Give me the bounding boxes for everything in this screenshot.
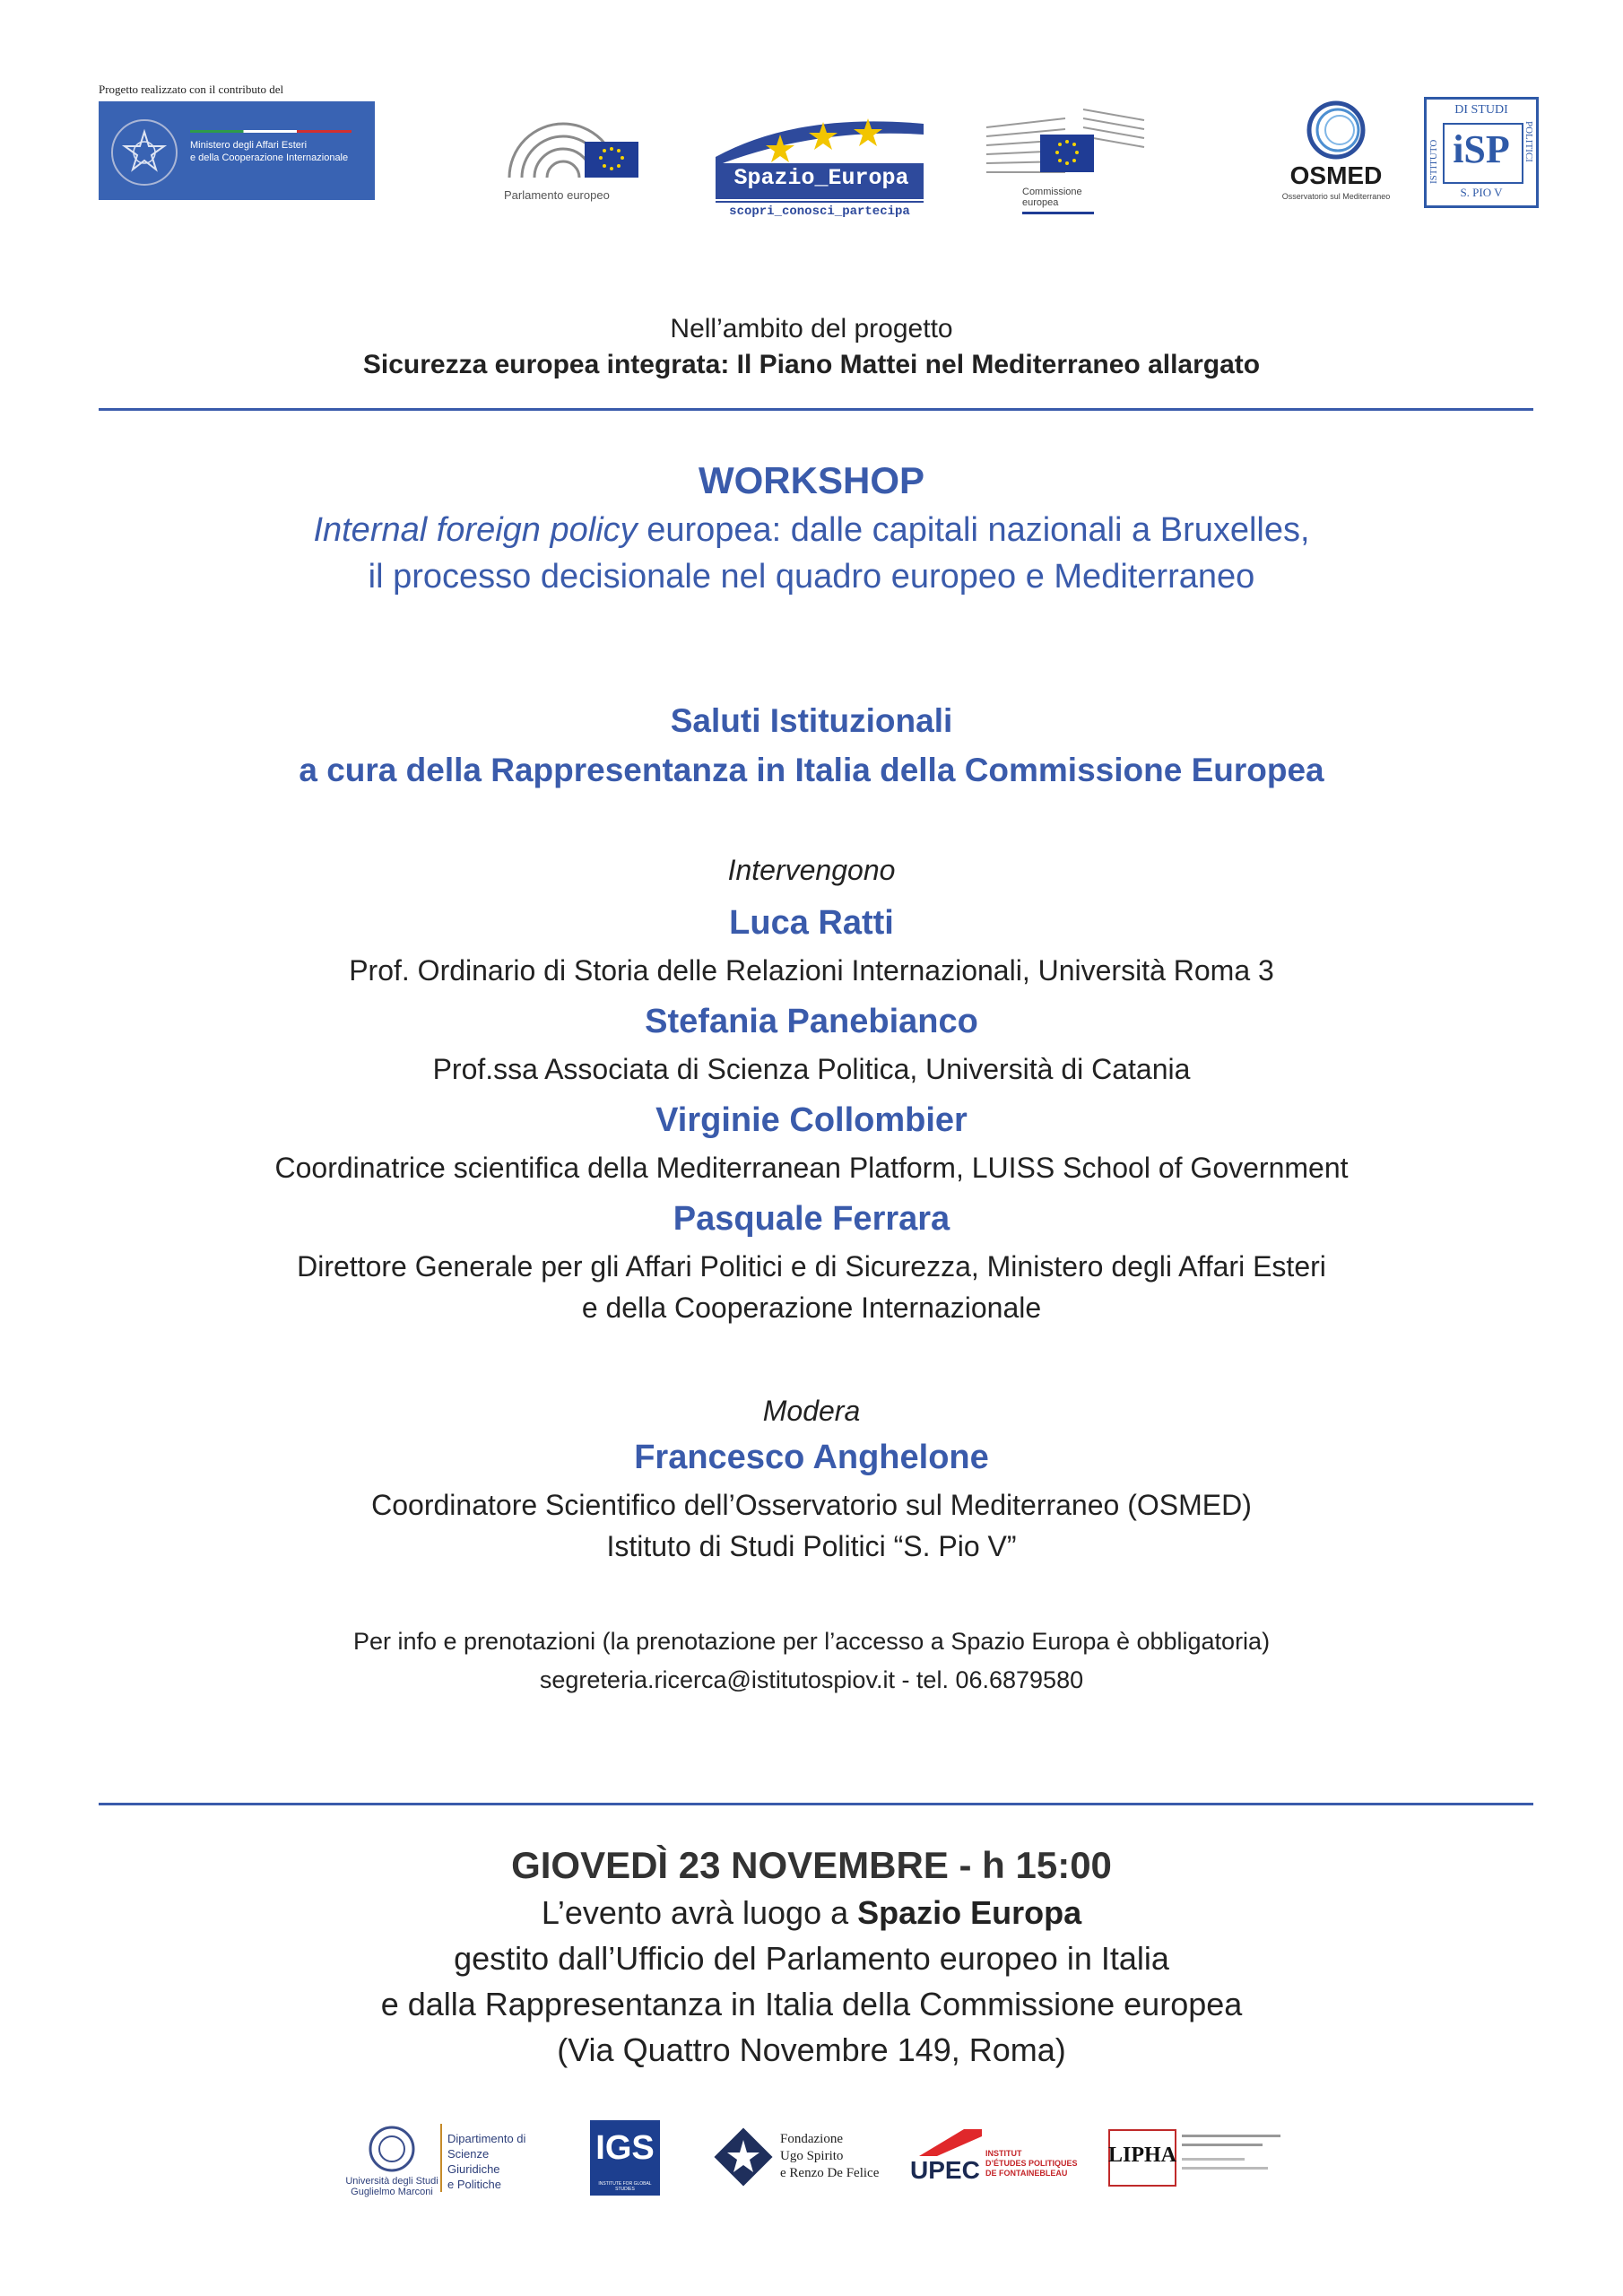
commissione-label-2: europea xyxy=(1022,197,1059,208)
isp-monogram: iSP xyxy=(1453,127,1510,171)
maeci-name-line1: Ministero degli Affari Esteri xyxy=(190,140,308,151)
dipartimento-3: e Politiche xyxy=(447,2178,501,2191)
isp-right-text: POLITICI xyxy=(1523,121,1534,162)
moderator-role-2: Istituto di Studi Politici “S. Pio V” xyxy=(606,1530,1017,1562)
speaker-name: Virginie Collombier xyxy=(655,1101,968,1139)
istituto-spiov-logo xyxy=(1424,97,1539,208)
upec-logo xyxy=(910,2117,1081,2197)
maeci-name-line2: e della Cooperazione Internazionale xyxy=(190,152,349,163)
modera-label: Modera xyxy=(762,1395,861,1427)
event-venue-line xyxy=(0,1894,1623,1932)
osmed-logo xyxy=(1273,99,1399,206)
marconi-university-logo xyxy=(345,2117,542,2197)
osmed-name: OSMED xyxy=(1289,161,1383,189)
speaker-role: Prof. Ordinario di Storia delle Relazioni Internazionali, Università Roma 3 xyxy=(349,954,1274,987)
event-venue-prefix: L’evento avrà luogo a xyxy=(541,1894,858,1931)
igs-sub: INSTITUTE FOR GLOBAL STUDIES xyxy=(598,2181,652,2192)
event-address: (Via Quattro Novembre 149, Roma) xyxy=(557,2031,1066,2068)
isp-top-text: DI STUDI xyxy=(1454,103,1508,117)
event-line-3: e dalla Rappresentanza in Italia della Commissione europea xyxy=(380,1986,1243,2022)
tricolor-stripe xyxy=(190,130,352,133)
osmed-subtitle: Osservatorio sul Mediterraneo xyxy=(1281,192,1391,201)
workshop-title-rest: europea: dalle capitali nazionali a Bruxelles, xyxy=(637,511,1310,549)
dipartimento-2: Scienze Giuridiche xyxy=(447,2147,500,2176)
parlamento-europeo-label: Parlamento europeo xyxy=(504,188,610,202)
igs-logo xyxy=(590,2120,660,2196)
speaker-name: Luca Ratti xyxy=(729,904,894,942)
maeci-logo xyxy=(99,101,375,200)
divider-top xyxy=(99,408,1533,411)
workshop-title-line1 xyxy=(0,511,1623,550)
moderator-name: Francesco Anghelone xyxy=(634,1439,989,1476)
speaker-role: Prof.ssa Associata di Scienza Politica, Università di Catania xyxy=(432,1053,1191,1085)
igs-name: IGS xyxy=(595,2129,655,2167)
marconi-uni-2: Guglielmo Marconi xyxy=(351,2187,433,2197)
commissione-label-1: Commissione xyxy=(1022,187,1082,197)
fondazione-line-1: Fondazione xyxy=(780,2132,843,2146)
upec-name: UPEC xyxy=(910,2156,980,2184)
speaker-name: Stefania Panebianco xyxy=(645,1003,978,1040)
italian-emblem-icon xyxy=(111,119,178,186)
maeci-caption: Progetto realizzato con il contributo del xyxy=(99,83,284,96)
spazio-europa-tagline: scopri_conosci_partecipa xyxy=(729,204,910,219)
lipha-logo xyxy=(1108,2117,1288,2197)
fondazione-line-2: Ugo Spirito xyxy=(780,2149,844,2163)
divider-bottom xyxy=(99,1803,1533,1805)
speaker-role: Coordinatrice scientifica della Mediterranean Platform, LUISS School of Government xyxy=(274,1152,1349,1184)
saluti-subtitle: a cura della Rappresentanza in Italia della Commissione Europea xyxy=(299,752,1324,788)
event-date: GIOVEDÌ 23 NOVEMBRE - h 15:00 xyxy=(511,1844,1112,1886)
isp-left-text: ISTITUTO xyxy=(1428,139,1439,184)
event-venue: Spazio Europa xyxy=(857,1894,1082,1931)
speaker-name: Pasquale Ferrara xyxy=(673,1200,950,1238)
upec-inst-3: DE FONTAINEBLEAU xyxy=(985,2169,1068,2178)
workshop-title-italic: Internal foreign policy xyxy=(313,511,638,549)
fondazione-line-3: e Renzo De Felice xyxy=(780,2166,880,2180)
lipha-name: LIPHA xyxy=(1108,2144,1177,2167)
event-line-2: gestito dall’Ufficio del Parlamento europeo in Italia xyxy=(454,1940,1169,1977)
commissione-europea-logo xyxy=(985,100,1146,217)
contact-line[interactable]: segreteria.ricerca@istitutospiov.it - tel. 06.6879580 xyxy=(539,1666,1084,1693)
upec-inst-2: D’ÉTUDES POLITIQUES xyxy=(985,2159,1078,2168)
spazio-europa-logo xyxy=(708,108,933,224)
speaker-role: Direttore Generale per gli Affari Politici e di Sicurezza, Ministero degli Affari Esteri xyxy=(297,1250,1326,1283)
spazio-europa-name: Spazio_Europa xyxy=(733,165,909,191)
intervengono-label: Intervengono xyxy=(727,854,896,886)
workshop-title-line2: il processo decisionale nel quadro europeo e Mediterraneo xyxy=(368,558,1255,596)
upec-inst-1: INSTITUT xyxy=(985,2149,1022,2158)
marconi-uni-1: Università degli Studi xyxy=(345,2176,438,2187)
isp-bottom-text: S. PIO V xyxy=(1460,186,1503,199)
project-intro: Nell’ambito del progetto xyxy=(670,314,953,344)
saluti-title: Saluti Istituzionali xyxy=(670,702,953,739)
info-line: Per info e prenotazioni (la prenotazione per l’accesso a Spazio Europa è obbligatoria) xyxy=(352,1628,1271,1655)
workshop-heading: WORKSHOP xyxy=(699,459,924,501)
fondazione-spirito-defelice-logo xyxy=(708,2117,888,2197)
dipartimento-1: Dipartimento di xyxy=(447,2132,526,2145)
speaker-role-continued: e della Cooperazione Internazionale xyxy=(581,1292,1042,1324)
moderator-role-1: Coordinatore Scientifico dell’Osservatorio sul Mediterraneo (OSMED) xyxy=(371,1489,1252,1521)
project-title: Sicurezza europea integrata: Il Piano Mattei nel Mediterraneo allargato xyxy=(362,350,1261,379)
